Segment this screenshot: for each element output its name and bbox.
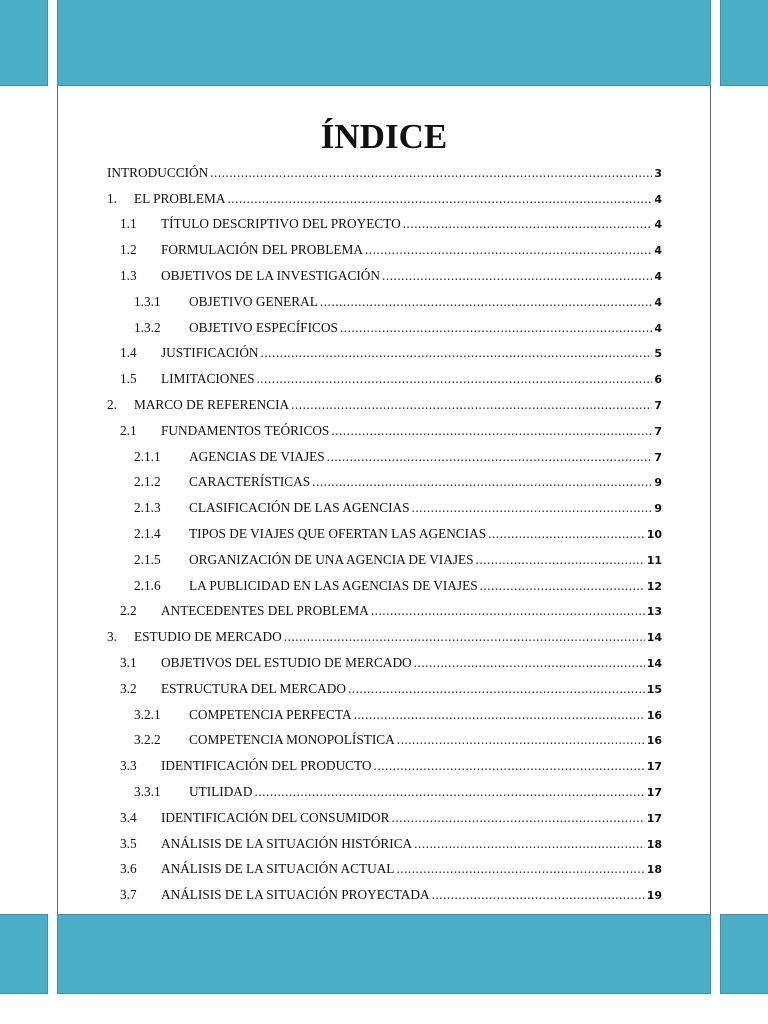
toc-entry-title: LA PUBLICIDAD EN LAS AGENCIAS DE VIAJES — [189, 577, 478, 593]
toc-dot-leader — [354, 707, 645, 723]
toc-entry-number: 2. — [107, 396, 117, 412]
toc-entry[interactable] — [107, 852, 662, 878]
toc-entry-page-number: 17 — [646, 811, 662, 825]
toc-entry-title: IDENTIFICACIÓN DEL PRODUCTO — [161, 758, 372, 774]
toc-dot-leader — [432, 887, 645, 903]
toc-entry-title: EL PROBLEMA — [134, 190, 226, 206]
toc-entry-title: TIPOS DE VIAJES QUE OFERTAN LAS AGENCIAS — [189, 525, 487, 541]
toc-entry-title: COMPETENCIA MONOPOLÍSTICA — [189, 732, 395, 748]
page-title: ÍNDICE — [320, 117, 448, 156]
toc-entry-number: 1.3.1 — [134, 293, 161, 309]
toc-entry-number: 3.2.2 — [134, 732, 161, 748]
toc-entry-title: FUNDAMENTOS TEÓRICOS — [161, 422, 330, 438]
toc-dot-leader — [284, 629, 645, 645]
toc-entry-title: ANTECEDENTES DEL PROBLEMA — [161, 603, 369, 619]
toc-entry-page-number: 7 — [654, 424, 662, 438]
toc-entry-page-number: 9 — [654, 476, 662, 490]
toc-entry-title: ANÁLISIS DE LA SITUACIÓN ACTUAL — [161, 861, 395, 877]
toc-entry-title: LIMITACIONES — [161, 371, 255, 387]
toc-entry[interactable] — [107, 568, 662, 594]
toc-entry-page-number: 3 — [654, 166, 662, 180]
toc-entry-page-number: 4 — [654, 269, 662, 283]
toc-entry[interactable] — [107, 542, 662, 568]
toc-entry[interactable] — [107, 619, 662, 645]
toc-entry-number: 3.6 — [120, 861, 137, 877]
toc-entry[interactable] — [107, 774, 662, 800]
toc-entry-title: OBJETIVOS DE LA INVESTIGACIÓN — [161, 267, 381, 283]
toc-dot-leader — [291, 397, 652, 413]
toc-dot-leader — [365, 242, 652, 258]
right-header-band — [720, 0, 768, 86]
toc-entry[interactable] — [107, 594, 662, 620]
footer-band — [57, 914, 711, 994]
toc-entry[interactable] — [107, 490, 662, 516]
toc-entry-number: 3.2.1 — [134, 706, 161, 722]
toc-entry-page-number: 17 — [646, 785, 662, 799]
toc-entry-page-number: 18 — [646, 863, 662, 877]
toc-entry-number: 2.1.2 — [134, 474, 161, 490]
toc-entry-title: MARCO DE REFERENCIA — [134, 396, 290, 412]
toc-entry-number: 2.1.3 — [134, 500, 161, 516]
toc-dot-leader — [340, 320, 652, 336]
toc-entry-title: OBJETIVOS DEL ESTUDIO DE MERCADO — [161, 654, 412, 670]
toc-dot-leader — [312, 474, 652, 490]
toc-entry-page-number: 9 — [654, 502, 662, 516]
toc-entry-title: INTRODUCCIÓN — [107, 164, 209, 180]
toc-entry-number: 3.3.1 — [134, 783, 161, 799]
toc-entry-title: TÍTULO DESCRIPTIVO DEL PROYECTO — [161, 216, 401, 232]
toc-entry-title: OBJETIVO ESPECÍFICOS — [189, 319, 338, 335]
toc-entry-title: CLASIFICACIÓN DE LAS AGENCIAS — [189, 500, 410, 516]
toc-entry[interactable] — [107, 671, 662, 697]
toc-entry-number: 2.2 — [120, 603, 137, 619]
toc-entry-page-number: 11 — [646, 553, 662, 567]
toc-entry-title: COMPETENCIA PERFECTA — [189, 706, 352, 722]
toc-entry-number: 2.1.6 — [134, 577, 161, 593]
toc-entry[interactable] — [107, 207, 662, 233]
toc-dot-leader — [320, 294, 652, 310]
toc-entry[interactable] — [107, 439, 662, 465]
toc-entry-number: 1.5 — [120, 371, 137, 387]
toc-entry-page-number: 4 — [654, 295, 662, 309]
toc-dot-leader — [382, 268, 652, 284]
toc-entry-number: 2.1.1 — [134, 448, 161, 464]
left-header-band — [0, 0, 48, 86]
toc-entry-number: 1.3 — [120, 267, 137, 283]
toc-entry[interactable] — [107, 748, 662, 774]
toc-entry[interactable] — [107, 310, 662, 336]
toc-dot-leader — [396, 861, 644, 877]
toc-entry-title: ORGANIZACIÓN DE UNA AGENCIA DE VIAJES — [189, 551, 474, 567]
toc-entry-page-number: 14 — [646, 656, 662, 670]
toc-entry-title: JUSTIFICACIÓN — [161, 345, 259, 361]
toc-dot-leader — [476, 552, 645, 568]
toc-entry-title: CARACTERÍSTICAS — [189, 474, 311, 490]
toc-dot-leader — [331, 423, 652, 439]
toc-entry-page-number: 4 — [654, 192, 662, 206]
toc-entry-title: ANÁLISIS DE LA SITUACIÓN HISTÓRICA — [161, 835, 413, 851]
left-footer-band — [0, 914, 48, 994]
toc-entry-page-number: 16 — [646, 734, 662, 748]
toc-entry-page-number: 7 — [654, 398, 662, 412]
toc-entry-page-number: 15 — [646, 682, 662, 696]
toc-entry-title: IDENTIFICACIÓN DEL CONSUMIDOR — [161, 809, 390, 825]
toc-entry[interactable] — [107, 361, 662, 387]
toc-entry-page-number: 14 — [646, 631, 662, 645]
toc-entry-number: 2.1.5 — [134, 551, 161, 567]
toc-entry-page-number: 7 — [654, 450, 662, 464]
toc-dot-leader — [414, 836, 645, 852]
toc-entry[interactable] — [107, 258, 662, 284]
toc-entry-number: 3.3 — [120, 758, 137, 774]
toc-entry-page-number: 4 — [654, 218, 662, 232]
toc-dot-leader — [261, 345, 653, 361]
toc-entry-page-number: 19 — [646, 889, 662, 903]
toc-entry-page-number: 6 — [654, 373, 662, 387]
toc-dot-leader — [374, 758, 645, 774]
toc-entry-title: OBJETIVO GENERAL — [189, 293, 318, 309]
toc-dot-leader — [403, 216, 653, 232]
toc-entry[interactable] — [107, 826, 662, 852]
toc-entry[interactable] — [107, 387, 662, 413]
toc-dot-leader — [412, 500, 653, 516]
toc-entry[interactable] — [107, 645, 662, 671]
toc-entry-page-number: 13 — [646, 605, 662, 619]
toc-entry[interactable] — [107, 465, 662, 491]
toc-dot-leader — [227, 191, 652, 207]
toc-dot-leader — [256, 371, 652, 387]
toc-entry-number: 1.3.2 — [134, 319, 161, 335]
toc-dot-leader — [210, 165, 652, 181]
toc-dot-leader — [371, 603, 645, 619]
toc-entry[interactable] — [107, 723, 662, 749]
toc-dot-leader — [480, 578, 645, 594]
header-band — [57, 0, 711, 86]
toc-dot-leader — [397, 732, 645, 748]
toc-entry-page-number: 17 — [646, 760, 662, 774]
toc-entry-title: AGENCIAS DE VIAJES — [189, 448, 325, 464]
toc-entry-page-number: 5 — [654, 347, 662, 361]
toc-entry[interactable] — [107, 877, 662, 903]
toc-entry[interactable] — [107, 800, 662, 826]
toc-entry-page-number: 12 — [646, 579, 662, 593]
toc-entry-number: 3. — [107, 629, 117, 645]
toc-entry-page-number: 10 — [646, 527, 662, 541]
toc-entry-number: 1.4 — [120, 345, 137, 361]
toc-entry-number: 3.2 — [120, 680, 137, 696]
toc-entry-number: 1.1 — [120, 216, 137, 232]
toc-entry-page-number: 4 — [654, 321, 662, 335]
toc-entry-number: 3.1 — [120, 654, 137, 670]
toc-entry-page-number: 4 — [654, 244, 662, 258]
toc-dot-leader — [392, 810, 645, 826]
toc-entry-number: 3.4 — [120, 809, 137, 825]
toc-entry-title: UTILIDAD — [189, 783, 253, 799]
toc-entry-page-number: 18 — [646, 837, 662, 851]
toc-dot-leader — [255, 784, 645, 800]
toc-entry[interactable] — [107, 284, 662, 310]
toc-entry-title: ESTUDIO DE MERCADO — [134, 629, 282, 645]
toc-dot-leader — [488, 526, 645, 542]
toc-entry-number: 1. — [107, 190, 117, 206]
toc-entry[interactable] — [107, 181, 662, 207]
right-footer-band — [720, 914, 768, 994]
toc-entry-number: 1.2 — [120, 242, 137, 258]
toc-dot-leader — [414, 655, 645, 671]
toc-entry-title: ANÁLISIS DE LA SITUACIÓN PROYECTADA — [161, 887, 430, 903]
toc-entry[interactable] — [107, 155, 662, 181]
toc-entry-title: FORMULACIÓN DEL PROBLEMA — [161, 242, 363, 258]
toc-entry-number: 3.7 — [120, 887, 137, 903]
toc-entry[interactable] — [107, 516, 662, 542]
table-of-contents — [107, 155, 662, 903]
toc-entry[interactable] — [107, 413, 662, 439]
toc-dot-leader — [327, 449, 653, 465]
toc-entry-number: 2.1.4 — [134, 525, 161, 541]
toc-entry[interactable] — [107, 697, 662, 723]
toc-entry-title: ESTRUCTURA DEL MERCADO — [161, 680, 346, 696]
toc-entry-number: 3.5 — [120, 835, 137, 851]
toc-entry[interactable] — [107, 336, 662, 362]
toc-entry-number: 2.1 — [120, 422, 137, 438]
toc-entry[interactable] — [107, 232, 662, 258]
toc-entry-page-number: 16 — [646, 708, 662, 722]
toc-dot-leader — [348, 681, 645, 697]
